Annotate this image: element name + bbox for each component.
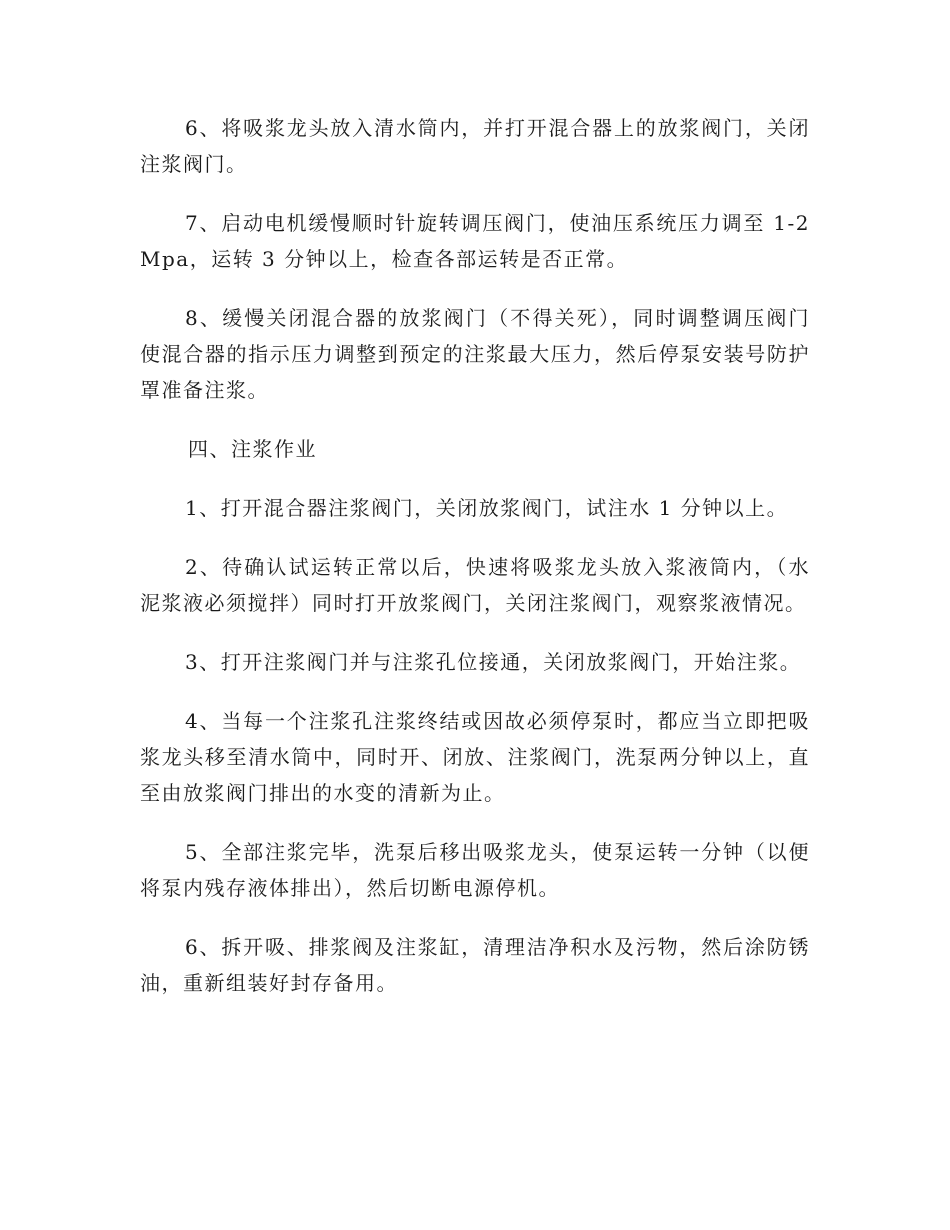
paragraph-step-6-grouting: 6、拆开吸、排浆阀及注浆缸，清理洁净积水及污物，然后涂防锈油，重新组装好封存备用。 [140, 935, 810, 995]
paragraph-step-4-grouting: 4、当每一个注浆孔注浆终结或因故必须停泵时，都应当立即把吸浆龙头移至清水筒中，同时开、闭放、注浆阀门，洗泵两分钟以上，直至由放浆阀门排出的水变的清新为止。 [140, 709, 810, 805]
paragraph-step-8-prep: 8、缓慢关闭混合器的放浆阀门（不得关死），同时调整调压阀门使混合器的指示压力调整到预定的注浆最大压力，然后停泵安装号防护罩准备注浆。 [140, 306, 810, 402]
paragraph-step-1-grouting: 1、打开混合器注浆阀门，关闭放浆阀门，试注水 1 分钟以上。 [185, 496, 789, 520]
section-heading-grouting: 四、注浆作业 [188, 437, 317, 461]
paragraph-step-3-grouting: 3、打开注浆阀门并与注浆孔位接通，关闭放浆阀门，开始注浆。 [185, 650, 802, 674]
paragraph-step-5-grouting: 5、全部注浆完毕，洗泵后移出吸浆龙头，使泵运转一分钟（以便将泵内残存液体排出），然后切断电源停机。 [140, 840, 810, 900]
paragraph-step-6-prep: 6、将吸浆龙头放入清水筒内，并打开混合器上的放浆阀门，关闭注浆阀门。 [140, 116, 810, 176]
paragraph-step-7-prep: 7、启动电机缓慢顺时针旋转调压阀门，使油压系统压力调至 1-2Mpa，运转 3 分钟以上，检查各部运转是否正常。 [140, 211, 810, 271]
paragraph-step-2-grouting: 2、待确认试运转正常以后，快速将吸浆龙头放入浆液筒内，（水泥浆液必须搅拌）同时打开放浆阀门，关闭注浆阀门，观察浆液情况。 [140, 555, 810, 615]
document-body [140, 110, 810, 1024]
